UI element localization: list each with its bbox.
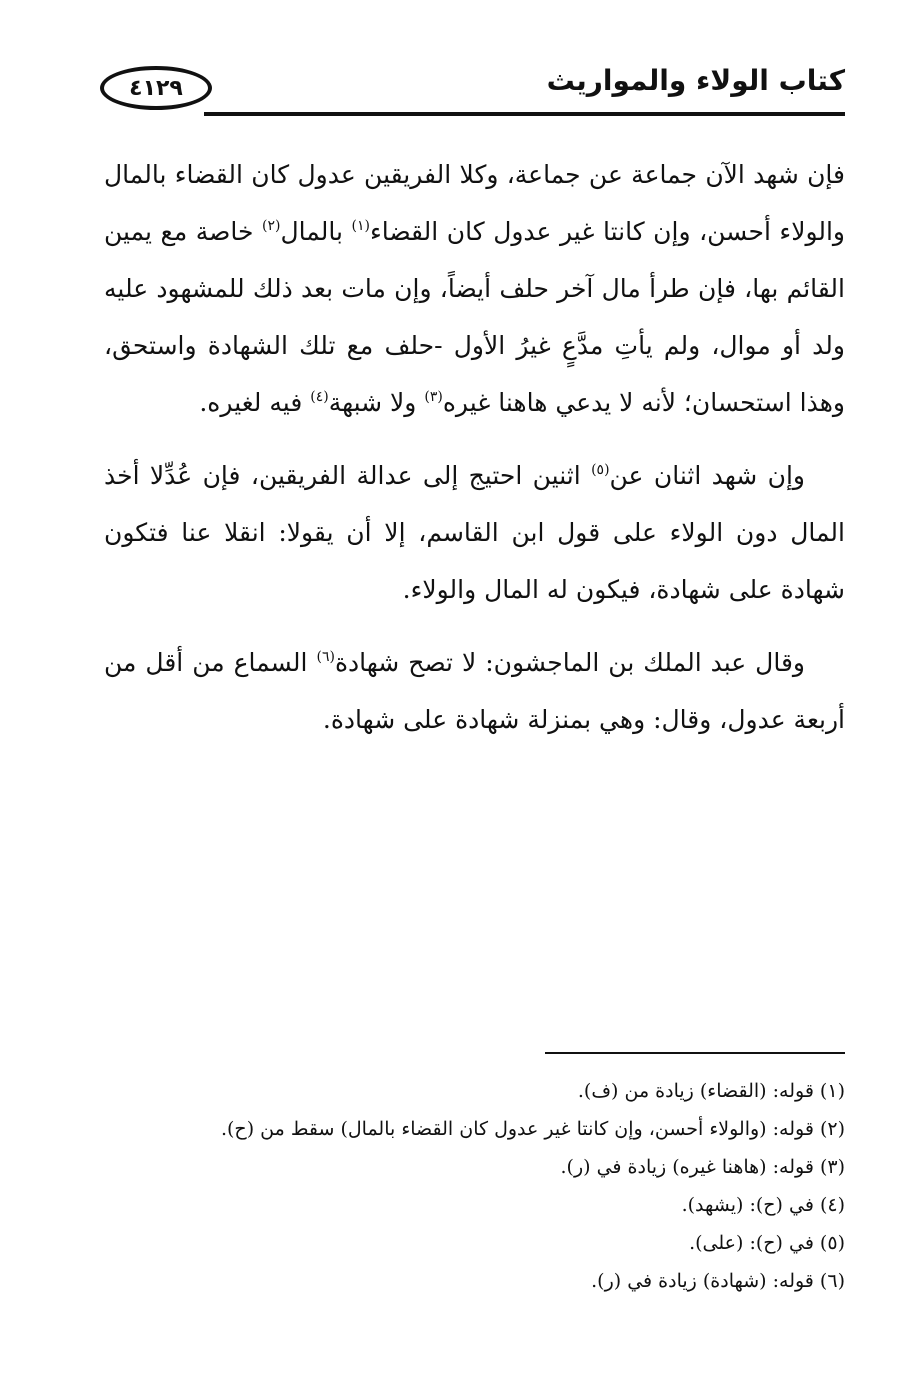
- paragraph-text: خاصة مع يمين القائم بها، فإن طرأ مال آخر حلف أيضاً، وإن مات بعد ذلك للمشهود عليه ولد أو موال، ولم يأتِ مدَّعٍ غيرُ الأول -حلف مع تلك الشهادة واستحق، وهذا استحسان؛ لأنه لا يدعي هاهنا غيره: [104, 217, 845, 417]
- footnote-ref-3: (٣): [424, 389, 443, 405]
- main-text: [104, 146, 845, 764]
- footnote-2: (٢) قوله: (والولاء أحسن، وإن كانتا غير عدول كان القضاء بالمال) سقط من (ح).: [220, 1118, 845, 1140]
- footnote-separator: [545, 1052, 845, 1054]
- footnote-5: (٥) في (ح): (على).: [689, 1232, 845, 1254]
- header-rule: [204, 112, 845, 116]
- footnote-ref-6: (٦): [316, 649, 335, 665]
- paragraph-text: فيه لغيره.: [199, 388, 311, 417]
- footnote-ref-2: (٢): [262, 218, 281, 234]
- paragraph-text: السماع من أقل من أربعة عدول، وقال: وهي بمنزلة شهادة على شهادة.: [104, 648, 845, 734]
- paragraph-text: ولا شبهة: [328, 388, 425, 417]
- paragraph-text: وقال عبد الملك بن الماجشون: لا تصح شهادة: [334, 648, 805, 677]
- footnote-6: (٦) قوله: (شهادة) زيادة في (ر).: [591, 1270, 845, 1292]
- footnotes: [104, 1072, 845, 1300]
- page-number: ٤١٢٩: [100, 66, 212, 110]
- footnote-3: (٣) قوله: (هاهنا غيره) زيادة في (ر).: [560, 1156, 845, 1178]
- footnote-4: (٤) في (ح): (يشهد).: [681, 1194, 845, 1216]
- paragraph-1: [104, 146, 845, 431]
- paragraph-text: بالمال: [280, 217, 352, 246]
- footnote-ref-4: (٤): [310, 389, 329, 405]
- paragraph-text: اثنين احتيج إلى عدالة الفريقين، فإن عُدِّلا أخذ المال دون الولاء على قول ابن القاسم، إلا أن يقولا: انقلا عنا فتكون شهادة على شهادة، فيكون له المال والولاء.: [104, 461, 845, 604]
- footnote-ref-5: (٥): [591, 462, 610, 478]
- running-title: كتاب الولاء والمواريث: [546, 64, 845, 97]
- paragraph-text: وإن شهد اثنان عن: [609, 461, 805, 490]
- paragraph-text: فإن شهد الآن جماعة عن جماعة، وكلا الفريقين عدول كان القضاء بالمال والولاء أحسن، وإن كانتا غير عدول كان القضاء: [104, 160, 845, 246]
- footnote-1: (١) قوله: (القضاء) زيادة من (ف).: [577, 1080, 845, 1102]
- paragraph-3: [104, 634, 845, 748]
- paragraph-2: [104, 447, 845, 618]
- footnote-ref-1: (١): [351, 218, 370, 234]
- page-header: [100, 60, 845, 120]
